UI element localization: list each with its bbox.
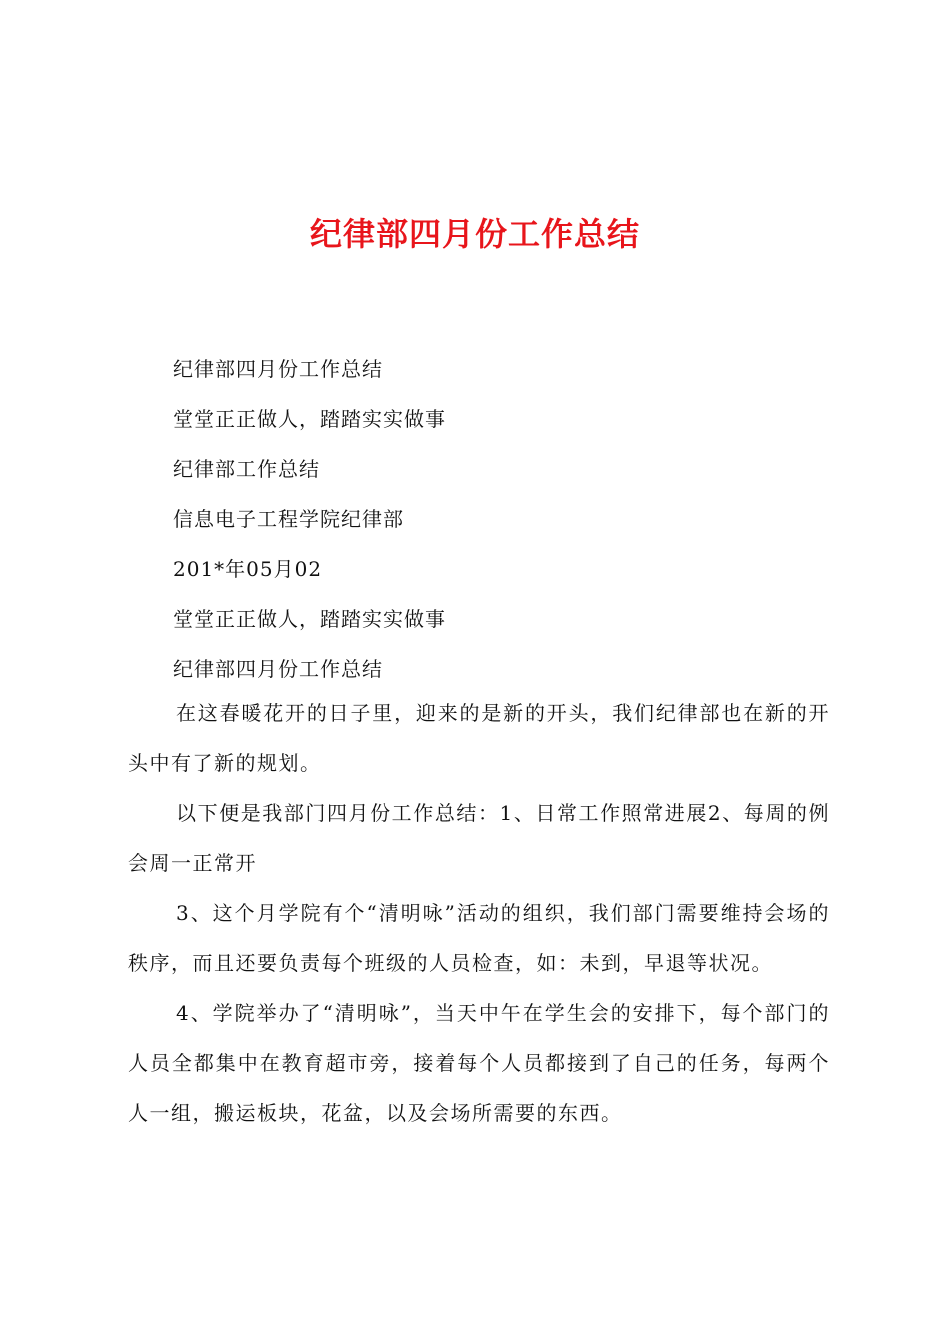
- header-line: 堂堂正正做人，踏踏实实做事: [173, 407, 446, 431]
- document-title: 纪律部四月份工作总结: [309, 215, 640, 253]
- header-lines: [173, 344, 833, 694]
- header-line: 堂堂正正做人，踏踏实实做事: [173, 607, 446, 631]
- body-paragraph: 4、学院举办了“清明咏”，当天中午在学生会的安排下，每个部门的人员全都集中在教育超市旁，接着每个人员都接到了自己的任务，每两个人一组，搬运板块，花盆，以及会场所需要的东西。: [128, 1001, 830, 1125]
- header-line: 纪律部工作总结: [173, 457, 320, 481]
- header-line: 信息电子工程学院纪律部: [173, 507, 404, 531]
- header-line: 纪律部四月份工作总结: [173, 357, 383, 381]
- body-paragraph: 在这春暖花开的日子里，迎来的是新的开头，我们纪律部也在新的开头中有了新的规划。: [128, 701, 830, 775]
- body-paragraphs: [128, 688, 830, 1138]
- body-paragraph: 以下便是我部门四月份工作总结：1、日常工作照常进展2、每周的例会周一正常开: [128, 801, 830, 875]
- body-paragraph: 3、这个月学院有个“清明咏”活动的组织，我们部门需要维持会场的秩序，而且还要负责每个班级的人员检查，如：未到，早退等状况。: [128, 901, 830, 975]
- header-line: 201*年05月02: [173, 557, 323, 581]
- header-line: 纪律部四月份工作总结: [173, 657, 383, 681]
